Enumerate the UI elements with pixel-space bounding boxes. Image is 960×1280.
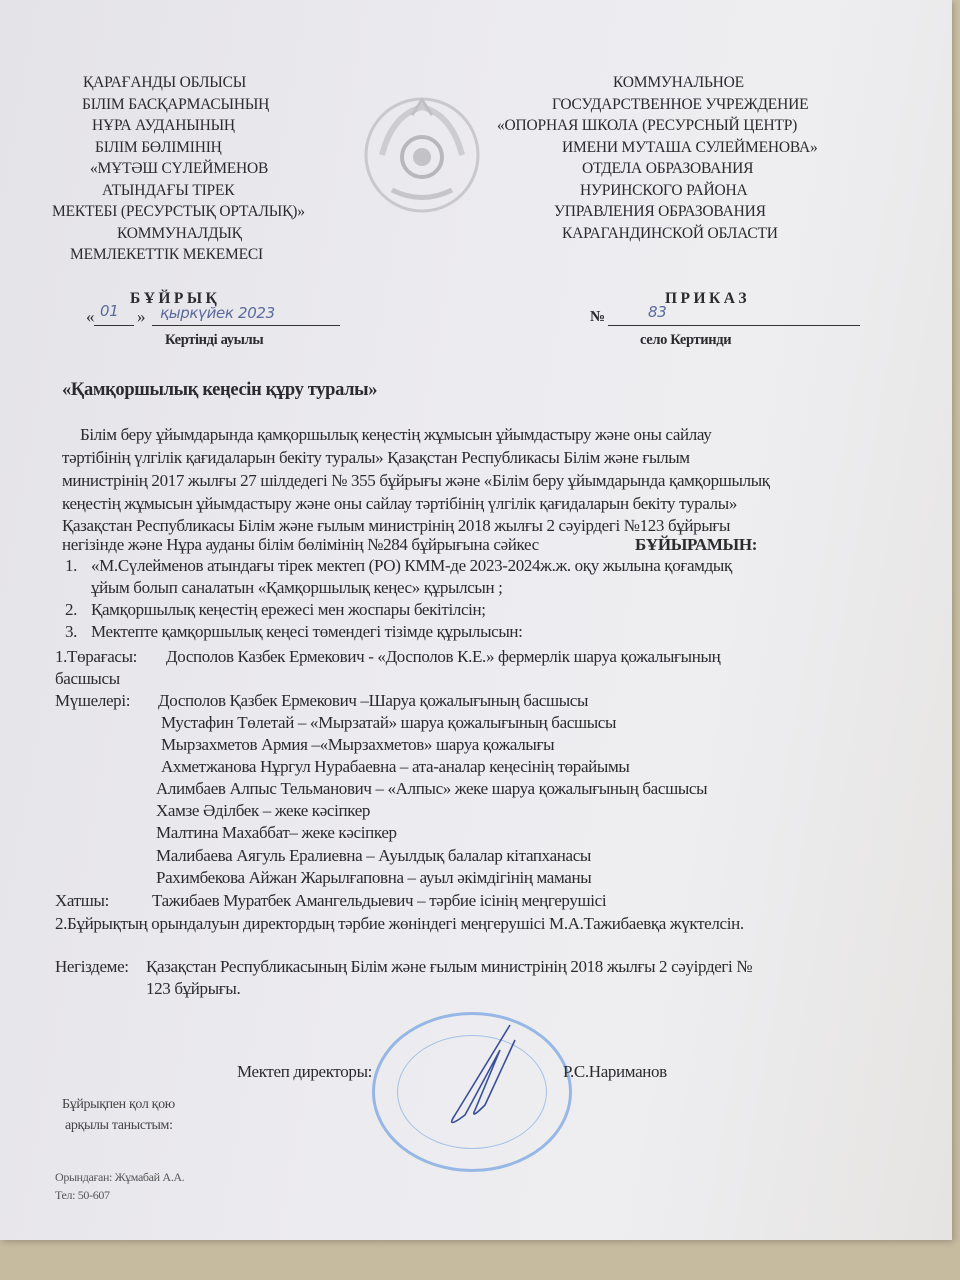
chair-label: 1.Төрағасы: [55, 647, 138, 666]
order-title-ru: П Р И К А З [665, 290, 747, 307]
item-line: Мектепте қамқоршылық кеңесі төмендегі тізімде құрылысын: [91, 622, 523, 641]
date-quote-open: « [86, 307, 95, 326]
secretary: Тажибаев Муратбек Амангельдыевич – тәрбие ісінің меңгерушісі [152, 891, 607, 910]
header-right-line: НУРИНСКОГО РАЙОНА [580, 181, 748, 199]
item-number: 2. [65, 600, 78, 619]
header-left-line: «МҰТӘШ СҮЛЕЙМЕНОВ [90, 160, 269, 177]
state-emblem-icon [362, 95, 482, 215]
number-sign: № [590, 309, 605, 325]
member: Малибаева Аягуль Ералиевна – Ауылдық балалар кітапханасы [156, 846, 592, 865]
document-title: «Қамқоршылық кеңесін құру туралы» [62, 380, 378, 400]
order-title-kz: Б Ұ Й Р Ы Қ [130, 290, 217, 307]
number-underline [608, 325, 860, 326]
member: Хамзе Әділбек – жеке кәсіпкер [156, 801, 371, 820]
member: Ахметжанова Нұргул Нурабаевна – ата-аналар кеңесінің төрайымы [161, 757, 630, 776]
place-ru: село Кертинди [640, 332, 732, 348]
footer-executor: Орындаған: Жұмабай А.А. [55, 1170, 185, 1184]
signature-name: Р.С.Нариманов [563, 1062, 667, 1081]
item-line: «М.Сүлейменов атындағы тірек мектеп (РО) КММ-де 2023-2024ж.ж. оқу жылына қоғамдық [91, 556, 732, 575]
acknowledge-line: арқылы таныстым: [65, 1118, 173, 1133]
header-right-line: УПРАВЛЕНИЯ ОБРАЗОВАНИЯ [554, 203, 766, 220]
basis-cont: 123 бұйрығы. [146, 979, 241, 998]
member: Досполов Қазбек Ермекович –Шаруа қожалығының басшысы [158, 691, 589, 710]
order-day: 01 [100, 302, 119, 320]
order-month-year: қыркүйек 2023 [160, 304, 275, 322]
header-right-line: ГОСУДАРСТВЕННОЕ УЧРЕЖДЕНИЕ [552, 95, 809, 113]
order-word: БҰЙЫРАМЫН: [635, 535, 758, 554]
paragraph-line: министрінің 2017 жылғы 27 шілдедегі № 355 бұйрығы және «Білім беру ұйымдарында қамқоршылық [62, 471, 770, 490]
paragraph-line: негізінде және Нұра ауданы білім бөлімінің №284 бұйрығына сәйкес [62, 535, 539, 554]
acknowledge-line: Бұйрықпен қол қою [62, 1097, 175, 1112]
header-left-line: БІЛІМ БАСҚАРМАСЫНЫҢ [82, 95, 270, 113]
header-left-line: МЕКТЕБІ (РЕСУРСТЫҚ ОРТАЛЫҚ)» [52, 203, 305, 220]
header-left-line: НҰРА АУДАНЫНЫҢ [92, 117, 235, 134]
signature-role: Мектеп директоры: [237, 1062, 373, 1081]
basis: Қазақстан Республикасының Білім және ғылым министрінің 2018 жылғы 2 сәуірдегі № [146, 957, 753, 976]
member: Малтина Махаббат– жеке кәсіпкер [156, 823, 397, 842]
header-right-line: ИМЕНИ МУТАША СУЛЕЙМЕНОВА» [562, 138, 818, 156]
paragraph-line: тәртібінің үлгілік қағидаларын бекіту туралы» Қазақстан Республикасы Білім және ғылым [62, 448, 690, 467]
header-left [50, 72, 340, 266]
header-right-line: ОТДЕЛА ОБРАЗОВАНИЯ [582, 160, 754, 177]
header-left-line: МЕМЛЕКЕТТІК МЕКЕМЕСІ [70, 246, 263, 263]
chair: Досполов Казбек Ермекович - «Досполов К.Е.» фермерлік шаруа қожалығының [166, 647, 721, 666]
member: Рахимбекова Айжан Жарылғаповна – ауыл әкімдігінің маманы [156, 868, 592, 887]
members-label: Мүшелері: [55, 691, 131, 710]
item-number: 3. [65, 622, 78, 641]
header-left-line: ҚАРАҒАНДЫ ОБЛЫСЫ [83, 74, 247, 91]
member: Алимбаев Алпыс Тельманович – «Алпыс» жеке шаруа қожалығының басшысы [156, 779, 708, 798]
month-underline [152, 325, 340, 326]
day-underline [94, 325, 134, 326]
paragraph-line: Қазақстан Республикасы Білім және ғылым министрінің 2018 жылғы 2 сәуірдегі №123 бұйрығы [62, 516, 731, 535]
footer-phone: Тел: 50-607 [55, 1188, 110, 1202]
member: Мырзахметов Армия –«Мырзахметов» шаруа қожалығы [161, 735, 555, 754]
item-line: ұйым болып саналатын «Қамқоршылық кеңес» құрылсын ; [91, 578, 503, 597]
secretary-label: Хатшы: [55, 891, 109, 910]
header-right-line: «ОПОРНАЯ ШКОЛА (РЕСУРСНЫЙ ЦЕНТР) [497, 117, 798, 134]
item-number: 1. [65, 556, 78, 575]
header-left-line: КОММУНАЛДЫҚ [117, 224, 242, 242]
handwritten-signature [430, 1020, 530, 1130]
header-right-line: КОММУНАЛЬНОЕ [613, 74, 744, 91]
place-kz: Кертінді ауылы [165, 332, 264, 348]
basis-label: Негіздеме: [55, 957, 129, 976]
header-left-line: БІЛІМ БӨЛІМІНІҢ [95, 138, 222, 156]
chair-cont: басшысы [55, 669, 120, 688]
header-right-line: КАРАГАНДИНСКОЙ ОБЛАСТИ [562, 224, 778, 242]
item-line: Қамқоршылық кеңестің ережесі мен жоспары бекітілсін; [91, 600, 486, 619]
header-left-line: АТЫНДАҒЫ ТІРЕК [102, 181, 235, 199]
header-right [490, 72, 880, 244]
point-2: 2.Бұйрықтың орындалуын директордың тәрбие жөніндегі меңгерушісі М.А.Тажибаевқа жүктелсін. [55, 914, 744, 933]
paragraph-line: Білім беру ұйымдарында қамқоршылық кеңестің жұмысын ұйымдастыру және оны сайлау [80, 425, 712, 444]
member: Мустафин Төлетай – «Мырзатай» шаруа қожалығының басшысы [161, 713, 617, 732]
order-number: 83 [648, 303, 667, 321]
date-quote-close: » [137, 307, 146, 326]
paragraph-line: кеңестің жұмысын ұйымдастыру және оны сайлау тәртібінің үлгілік қағидаларын бекіту туралы» [62, 494, 737, 513]
